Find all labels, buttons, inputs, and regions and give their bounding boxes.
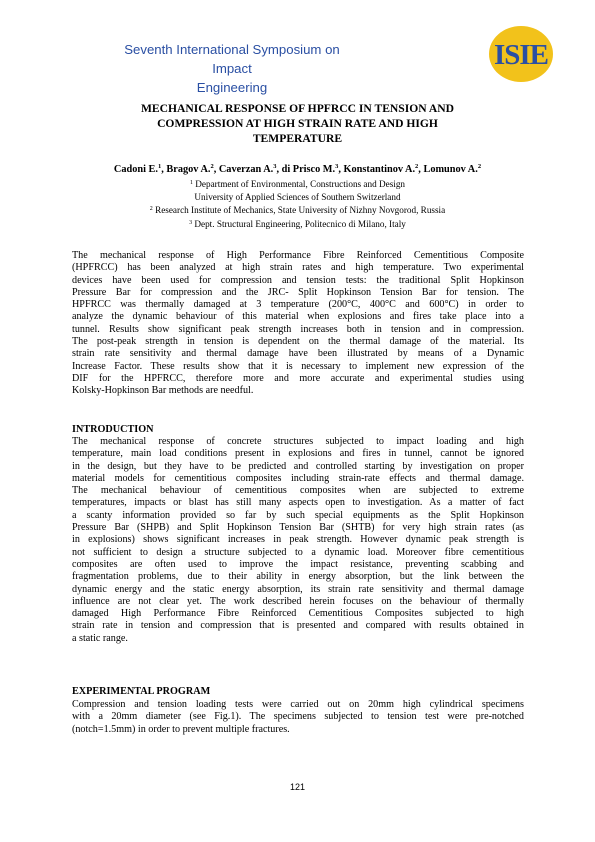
affiliation-line (60, 203, 535, 217)
text-line: temperature, main load conditions present in explosions and fires in tunnel, cannot be ignored (72, 448, 524, 460)
author-name: di Prisco M. (281, 164, 336, 175)
text-line: a static range. (72, 632, 128, 644)
isie-logo (487, 24, 555, 84)
author-affiliation-mark: 3 (273, 163, 277, 170)
text-line: devices have been used for compression and tension tests: the traditional Split Hopkinson (72, 274, 524, 286)
author-name: Caverzan A. (218, 164, 274, 175)
text-line: Compression and tension loading tests were carried out on 20mm high cylindrical specimens (72, 699, 524, 710)
title-line: COMPRESSION AT HIGH STRAIN RATE AND HIGH (157, 117, 438, 130)
affiliation-mark: 2 (149, 206, 153, 212)
introduction-body (72, 436, 524, 645)
author-name: Bragov A. (166, 164, 211, 175)
text-line: strain rate sensitivity and thermal damage have been illustrated by means of a Dynamic (72, 348, 524, 360)
conference-name (107, 40, 357, 97)
conference-line-2: Engineering (196, 80, 268, 95)
text-line: with a 20mm diameter (see Fig.1). The specimens subjected to tension test were pre-notched (72, 711, 524, 723)
author-affiliation-mark: 2 (210, 163, 214, 170)
title-line: TEMPERATURE (252, 132, 343, 145)
experimental-program-body (72, 699, 524, 736)
author-affiliation-mark: 2 (415, 163, 419, 170)
logo-text: ISIE (493, 39, 549, 71)
text-line: influence are not clear yet. The work described herein focuses on the behaviour of thermally (72, 595, 524, 607)
text-line: in the design, but they have to be predicted and controlled starting by investigation on proper (72, 460, 524, 472)
text-line: temperatures, impacts or blast has still many aspects open to investigation. As a matter of fact (72, 497, 524, 509)
affiliation-text: University of Applied Sciences of Southern Switzerland (194, 191, 401, 202)
text-line: (notch=1.5mm) in order to prevent multiple fractures. (72, 723, 290, 735)
affiliation-line (60, 191, 535, 204)
author-affiliation-mark: 2 (477, 163, 482, 170)
text-line: not sufficient to design a structure subjected to a dynamic load. Moreover fibre cementitious (72, 546, 524, 558)
abstract (72, 250, 524, 398)
title-line: MECHANICAL RESPONSE OF HPFRCC IN TENSION AND (140, 102, 455, 115)
experimental-program-heading: EXPERIMENTAL PROGRAM (72, 686, 211, 697)
text-line: tunnel. Results show significant peak strength increases both in tension and in compression. (72, 323, 524, 335)
affiliation-text: Research Institute of Mechanics, State University of Nizhny Novgorod, Russia (155, 205, 446, 215)
text-line: in explosions) shows significant increases in peak strength. However dynamic peak strength is (72, 534, 524, 546)
affiliations (60, 177, 535, 230)
text-line: HPFRCC was thermally damaged at 3 temperature (200°C, 400°C and 600°C) in order to (72, 299, 524, 311)
text-line: Pressure Bar (SHPB) and Split Hopkinson Tension Bar (SHTB) for very high strain rates (as (72, 522, 524, 534)
text-line: Pressure Bar for compression and the JRC- Split Hopkinson Tension Bar for tension. The (72, 286, 524, 298)
author-list: Cadoni E.$^1$, Bragov A.$^2$, Caverzan A.$^3$, di Prisco M.$^3$, Konstantinov A.$^2$, Lomunov A.$^2$ (113, 163, 482, 175)
text-line: analyze the dynamic behaviour of this material when explosions and fires take place into a (72, 311, 524, 323)
affiliation-mark: 1 (189, 180, 193, 186)
page-number: 121 (289, 782, 306, 792)
text-line: The mechanical behaviour of cementitious composites when are subjected to extreme (72, 485, 524, 497)
conference-line-1: Seventh International Symposium on Impact (124, 42, 340, 76)
author-affiliation-mark: 3 (335, 163, 339, 170)
text-line: Kolsky-Hopkinson Bar methods are needful. (72, 385, 254, 397)
text-line: composites are often used to improve the impact resistance, preventing scabbing and (72, 558, 524, 570)
affiliation-text: Dept. Structural Engineering, Politecnico di Milano, Italy (194, 218, 406, 229)
affiliation-mark: 3 (189, 219, 193, 226)
author-affiliation-mark: 1 (158, 163, 162, 170)
text-line: (HPFRCC) has been analyzed at high strain rates and high temperature. Two experimental (72, 262, 524, 274)
author-name: Cadoni E. (113, 164, 158, 175)
text-line: The post-peak strength in tension is dependent on the thermal damage of the material. Its (72, 336, 524, 348)
affiliation-line (60, 177, 535, 191)
affiliation-line (60, 217, 535, 231)
affiliation-text: Department of Environmental, Constructions and Design (195, 179, 406, 189)
text-line: The mechanical response of High Performance Fibre Reinforced Cementitious Composite (72, 250, 524, 261)
text-line: DIF for the HPFRCC, therefore more and more accurate and experimental studies using (72, 372, 524, 384)
text-line: dynamic energy and the static energy absorption, its strain rate sensitivity and thermal damage (72, 583, 524, 595)
author-name: Konstantinov A. (343, 164, 416, 175)
text-line: The mechanical response of concrete structures subjected to impact loading and high (72, 436, 524, 447)
text-line: a scanty information provided so far by such special equipments as the Split Hopkinson (72, 509, 524, 521)
text-line: strain rate in tension and compression that is presented and compared with results obtained in (72, 620, 524, 632)
author-name: Lomunov A. (423, 164, 478, 175)
text-line: Increase Factor. These results show that it is necessary to implement new expression of the (72, 360, 524, 372)
text-line: damaged High Performance Fibre Reinforced Cementitious Composites subjected to high (72, 608, 524, 620)
text-line: fragmentation problems, due to their ability in energy absorption, but the link between the (72, 571, 524, 583)
introduction-heading: INTRODUCTION (72, 424, 154, 435)
paper-title (90, 101, 505, 146)
text-line: material models for cementitious composites including strain-rate effects and thermal damage. (72, 472, 524, 484)
